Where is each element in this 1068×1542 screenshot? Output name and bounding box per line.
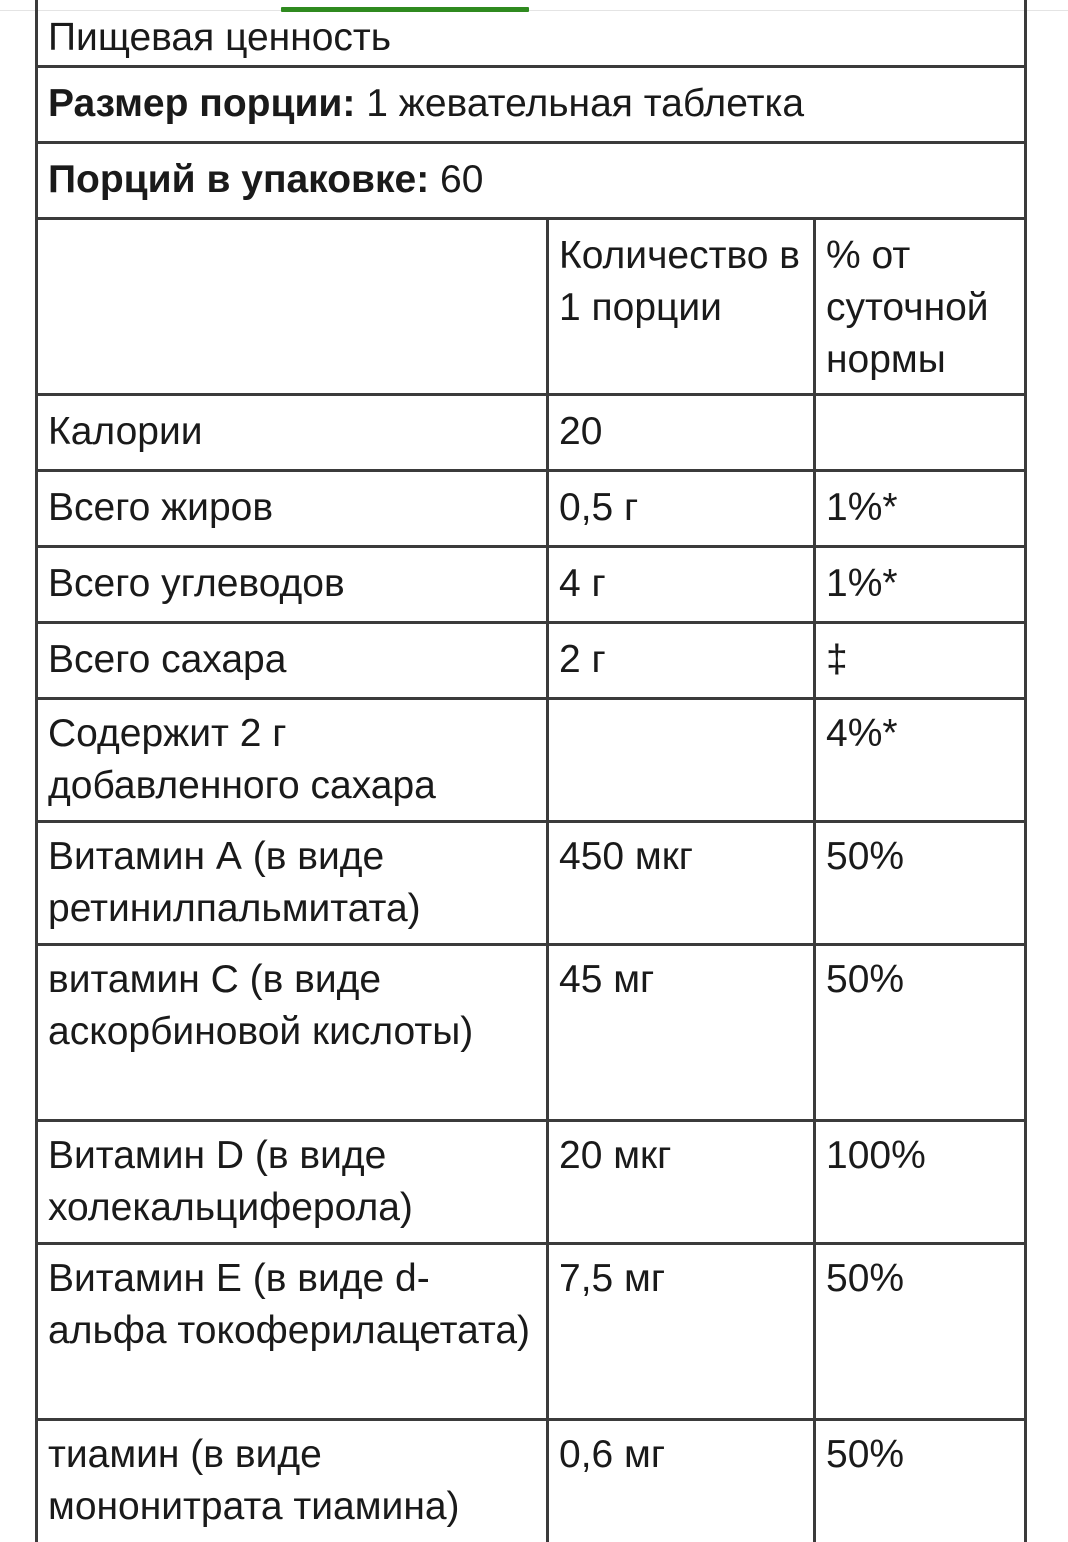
servings-per-container-value: 60: [429, 158, 484, 201]
table-row: [37, 394, 1026, 470]
servings-per-container-row: [37, 142, 1026, 218]
nutrient-daily-value: 50%: [815, 821, 1026, 944]
servings-per-container-label: Порций в упаковке:: [48, 158, 430, 201]
nutrition-title: Пищевая ценность: [37, 0, 1026, 66]
nutrient-amount: 45 мг: [548, 944, 815, 1120]
nutrient-daily-value: 100%: [815, 1120, 1026, 1243]
nutrient-amount: 7,5 мг: [548, 1243, 815, 1419]
nutrient-amount: 4 г: [548, 546, 815, 622]
nutrient-daily-value: 50%: [815, 1419, 1026, 1542]
column-header-amount: Количество в 1 порции: [548, 218, 815, 394]
nutrient-name: Содержит 2 г добавленного сахара: [37, 698, 548, 821]
nutrient-name: Витамин А (в виде ретинилпальмитата): [37, 821, 548, 944]
column-header-nutrient: [37, 218, 548, 394]
servings-per-container-cell: [37, 142, 1026, 218]
nutrient-daily-value: ‡: [815, 622, 1026, 698]
table-row: [37, 1120, 1026, 1243]
nutrient-daily-value: 50%: [815, 1243, 1026, 1419]
nutrient-name: Всего жиров: [37, 470, 548, 546]
table-row: [37, 546, 1026, 622]
nutrient-amount: 2 г: [548, 622, 815, 698]
serving-size-cell: [37, 66, 1026, 142]
table-row: [37, 698, 1026, 821]
nutrient-name: Витамин E (в виде d-альфа токоферилацетата): [37, 1243, 548, 1419]
nutrient-amount: 20: [548, 394, 815, 470]
serving-size-row: [37, 66, 1026, 142]
table-row: [37, 470, 1026, 546]
nutrient-daily-value: 50%: [815, 944, 1026, 1120]
serving-size-label: Размер порции:: [48, 82, 356, 125]
nutrient-name: тиамин (в виде мононитрата тиамина): [37, 1419, 548, 1542]
nutrient-amount: 0,5 г: [548, 470, 815, 546]
table-row: [37, 622, 1026, 698]
column-header-row: [37, 218, 1026, 394]
nutrient-amount: 0,6 мг: [548, 1419, 815, 1542]
table-row: [37, 1419, 1026, 1542]
column-header-daily-value: % от суточной нормы: [815, 218, 1026, 394]
nutrient-name: Всего сахара: [37, 622, 548, 698]
nutrient-daily-value: [815, 394, 1026, 470]
table-row: [37, 1243, 1026, 1419]
nutrient-daily-value: 1%*: [815, 470, 1026, 546]
nutrition-facts-table: [35, 0, 1027, 1542]
nutrient-amount: [548, 698, 815, 821]
nutrient-name: Калории: [37, 394, 548, 470]
table-row: [37, 821, 1026, 944]
nutrient-daily-value: 4%*: [815, 698, 1026, 821]
nutrient-amount: 20 мкг: [548, 1120, 815, 1243]
nutrient-amount: 450 мкг: [548, 821, 815, 944]
nutrient-name: Всего углеводов: [37, 546, 548, 622]
table-row: [37, 944, 1026, 1120]
serving-size-value: 1 жевательная таблетка: [355, 82, 805, 125]
table-title-row: [37, 0, 1026, 66]
nutrient-daily-value: 1%*: [815, 546, 1026, 622]
nutrient-name: Витамин D (в виде холекальциферола): [37, 1120, 548, 1243]
nutrient-name: витамин C (в виде аскорбиновой кислоты): [37, 944, 548, 1120]
